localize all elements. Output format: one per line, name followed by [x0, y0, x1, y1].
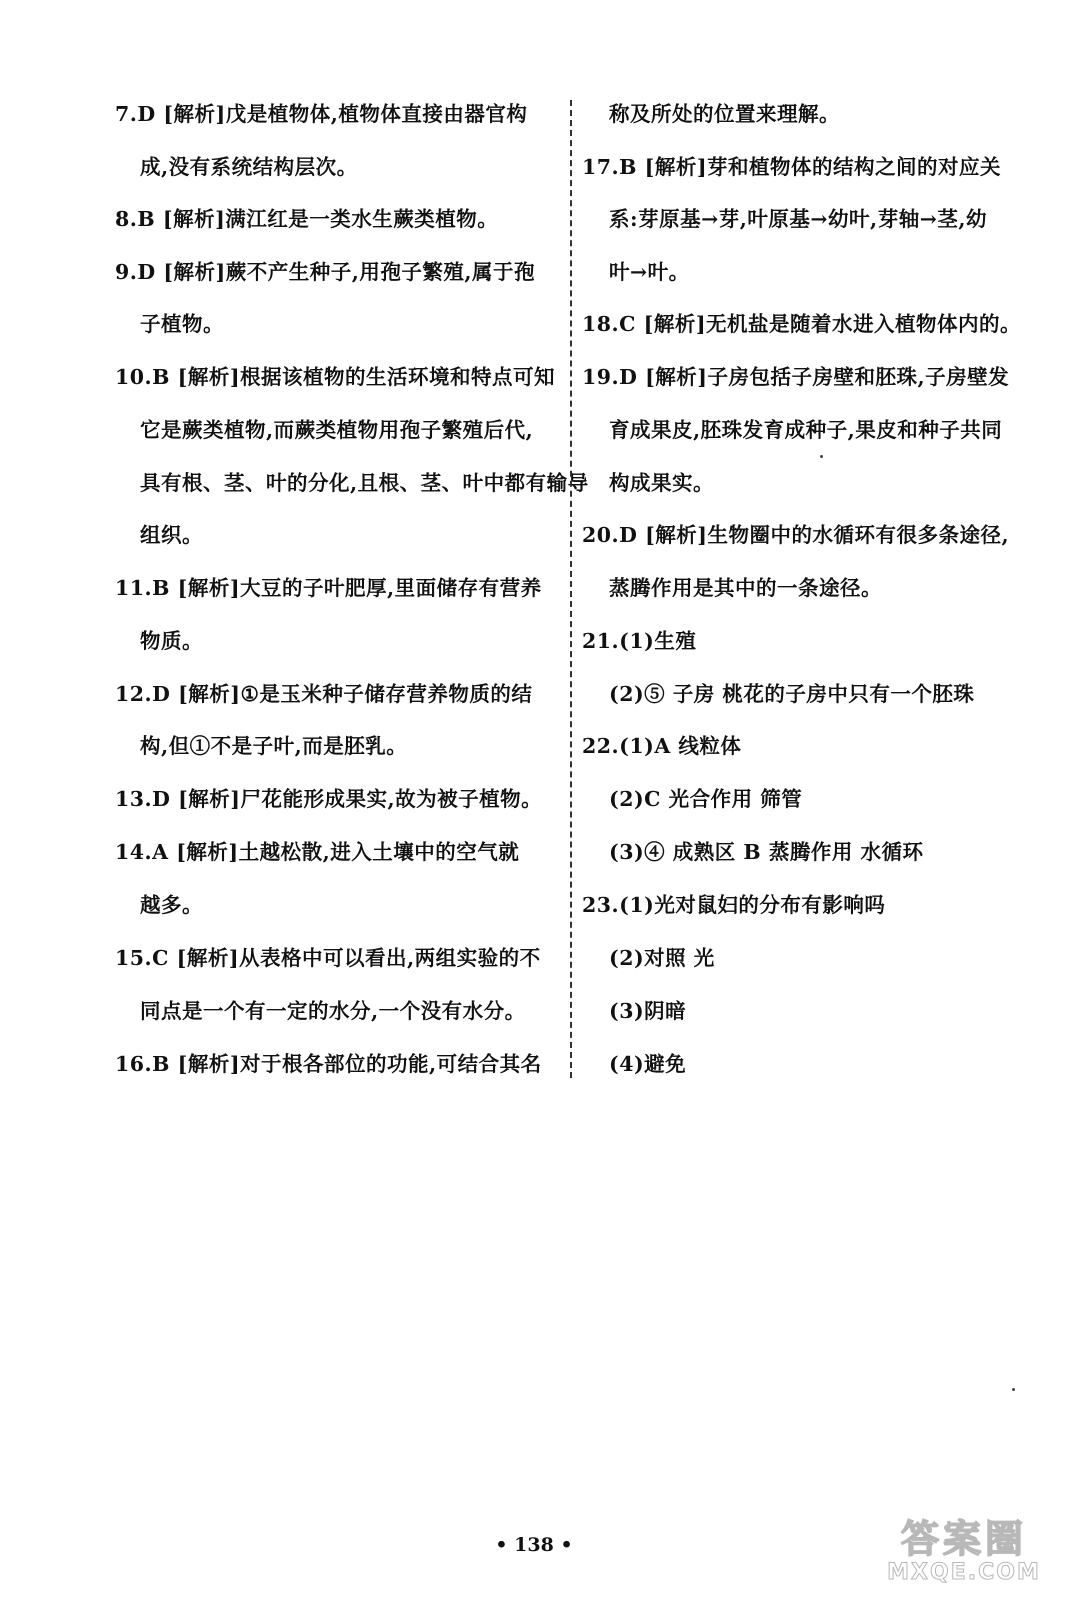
answer-line: 物质。	[140, 629, 203, 653]
answer-line: 21.(1)生殖	[582, 629, 697, 653]
answer-line: 9.D [解析]蕨不产生种子,用孢子繁殖,属于孢	[115, 260, 535, 284]
answer-line: 10.B [解析]根据该植物的生活环境和特点可知	[115, 365, 556, 389]
answer-line: 子植物。	[140, 312, 224, 336]
watermark-url: MXQE.COM	[887, 1560, 1041, 1585]
answer-line: 22.(1)A 线粒体	[582, 734, 742, 758]
answer-line: 蒸腾作用是其中的一条途径。	[609, 576, 882, 600]
answer-line: 构,但①不是子叶,而是胚乳。	[140, 734, 408, 758]
answer-line: 育成果皮,胚珠发育成种子,果皮和种子共同	[609, 418, 1003, 442]
answer-line: (2)C 光合作用 筛管	[609, 787, 803, 811]
answer-line: 它是蕨类植物,而蕨类植物用孢子繁殖后代,	[140, 418, 534, 442]
answer-line: 叶→叶。	[609, 260, 690, 284]
answer-line: 15.C [解析]从表格中可以看出,两组实验的不	[115, 946, 541, 970]
answer-line: 成,没有系统结构层次。	[140, 155, 358, 179]
answer-line: 构成果实。	[609, 471, 714, 495]
column-divider	[570, 100, 572, 1078]
answer-line: 越多。	[140, 893, 203, 917]
answer-line: (4)避免	[609, 1052, 687, 1076]
watermark-title: 答案圈	[900, 1517, 1027, 1561]
answer-line: 称及所处的位置来理解。	[609, 102, 840, 126]
watermark-logo	[868, 1518, 1060, 1594]
answer-line: 13.D [解析]尸花能形成果实,故为被子植物。	[115, 787, 543, 811]
answer-line: (3)④ 成熟区 B 蒸腾作用 水循环	[609, 840, 924, 864]
answer-line: 20.D [解析]生物圈中的水循环有很多条途径,	[582, 523, 1010, 547]
answer-line: 17.B [解析]芽和植物体的结构之间的对应关	[582, 155, 1002, 179]
answer-line: 7.D [解析]戊是植物体,植物体直接由器官构	[115, 102, 528, 126]
answer-line: 同点是一个有一定的水分,一个没有水分。	[140, 999, 526, 1023]
answer-line: (2)对照 光	[609, 946, 715, 970]
answer-line: 系:芽原基→芽,叶原基→幼叶,芽轴→茎,幼	[609, 207, 988, 231]
answer-line: (2)⑤ 子房 桃花的子房中只有一个胚珠	[609, 682, 975, 706]
answer-line: 组织。	[140, 523, 203, 547]
print-speck	[820, 455, 823, 458]
answer-line: (3)阴暗	[609, 999, 687, 1023]
answer-line: 具有根、茎、叶的分化,且根、茎、叶中都有输导	[140, 471, 589, 495]
answer-line: 14.A [解析]土越松散,进入土壤中的空气就	[115, 840, 520, 864]
answer-line: 23.(1)光对鼠妇的分布有影响吗	[582, 893, 886, 917]
page-number: • 138 •	[495, 1534, 573, 1556]
answer-line: 12.D [解析]①是玉米种子储存营养物质的结	[115, 682, 533, 706]
answer-line: 19.D [解析]子房包括子房壁和胚珠,子房壁发	[582, 365, 1010, 389]
answer-line: 18.C [解析]无机盐是随着水进入植物体内的。	[582, 312, 1022, 336]
answer-line: 11.B [解析]大豆的子叶肥厚,里面储存有营养	[115, 576, 542, 600]
answer-line: 8.B [解析]满江红是一类水生蕨类植物。	[115, 207, 499, 231]
answer-line: 16.B [解析]对于根各部位的功能,可结合其名	[115, 1052, 542, 1076]
print-speck	[1012, 1388, 1015, 1391]
